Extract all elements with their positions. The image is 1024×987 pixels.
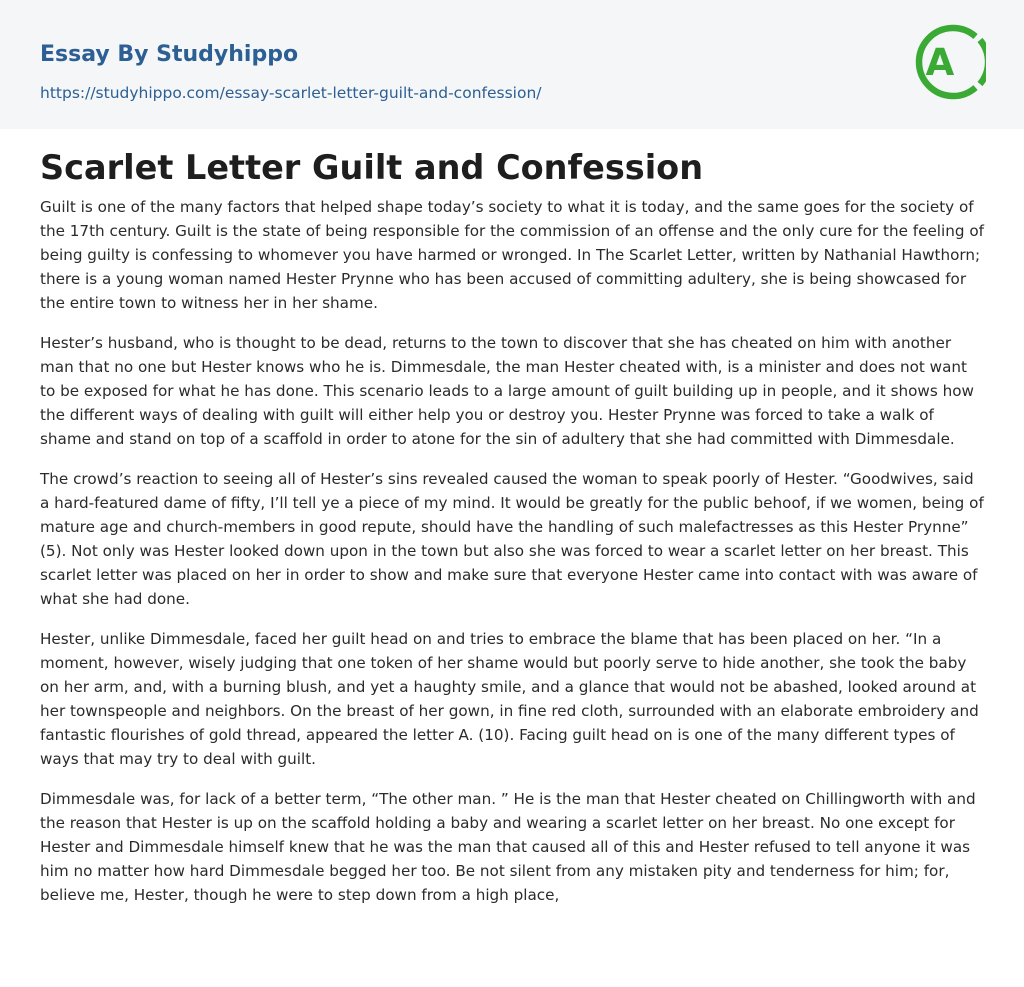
essay-paragraph-4: Hester, unlike Dimmesdale, faced her guilt head on and tries to embrace the blame that has been placed on her. “In a moment, however, wisely judging that one token of her shame would but poorly serve to hide another, she took the baby on her arm, and, with a burning blush, and yet a haughty smile, and a glance that would not be abashed, looked around at her townspeople and neighbors. On the breast of her gown, in fine red cloth, surrounded with an elaborate embroidery and fantastic flourishes of gold thread, appeared the letter A. (10). Facing guilt head on is one of the many different types of ways that may try to deal with guilt. — [40, 630, 979, 768]
site-header — [0, 0, 1024, 129]
studyhippo-logo-icon[interactable] — [912, 18, 986, 106]
essay-paragraph-1: Guilt is one of the many factors that helped shape today’s society to what it is today, and the same goes for the society of the 17th century. Guilt is the state of being responsible for the commission of an offense and the only cure for the feeling of being guilty is confessing to whomever you have harmed or wronged. In The Scarlet Letter, written by Nathanial Hawthorn; there is a young woman named Hester Prynne who has been accused of committing adultery, she is being showcased for the entire town to witness her in her shame. — [40, 198, 984, 312]
essay-content — [40, 146, 984, 923]
brand-title[interactable]: Essay By Studyhippo — [40, 42, 299, 67]
essay-paragraph-5: Dimmesdale was, for lack of a better term, “The other man. ” He is the man that Hester cheated on Chillingworth with and the reason that Hester is up on the scaffold holding a baby and wearing a scarlet letter on her breast. No one except for Hester and Dimmesdale himself knew that he was the man that caused all of this and Hester refused to tell anyone it was him no matter how hard Dimmesdale begged her too. Be not silent from any mistaken pity and tenderness for him; for, believe me, Hester, though he were to step down from a high place, — [40, 790, 976, 904]
essay-title: Scarlet Letter Guilt and Confession — [40, 148, 704, 187]
essay-paragraph-2: Hester’s husband, who is thought to be dead, returns to the town to discover that she has cheated on him with another man that no one but Hester knows who he is. Dimmesdale, the man Hester cheated with, is a minister and does not want to be exposed for what he has done. This scenario leads to a large amount of guilt building up in people, and it shows how the different ways of dealing with guilt will either help you or destroy you. Hester Prynne was forced to take a walk of shame and stand on top of a scaffold in order to atone for the sin of adultery that she had committed with Dimmesdale. — [40, 334, 974, 448]
essay-paragraph-3: The crowd’s reaction to seeing all of Hester’s sins revealed caused the woman to speak poorly of Hester. “Goodwives, said a hard-featured dame of fifty, I’ll tell ye a piece of my mind. It would be greatly for the public behoof, if we women, being of mature age and church-members in good repute, should have the handling of such malefactresses as this Hester Prynne” (5). Not only was Hester looked down upon in the town but also she was forced to wear a scarlet letter on her breast. This scarlet letter was placed on her in order to show and make sure that everyone Hester came into contact with was aware of what she had done. — [40, 470, 984, 608]
logo-letter: A — [925, 41, 955, 84]
essay-url-link[interactable]: https://studyhippo.com/essay-scarlet-letter-guilt-and-confession/ — [40, 84, 542, 102]
